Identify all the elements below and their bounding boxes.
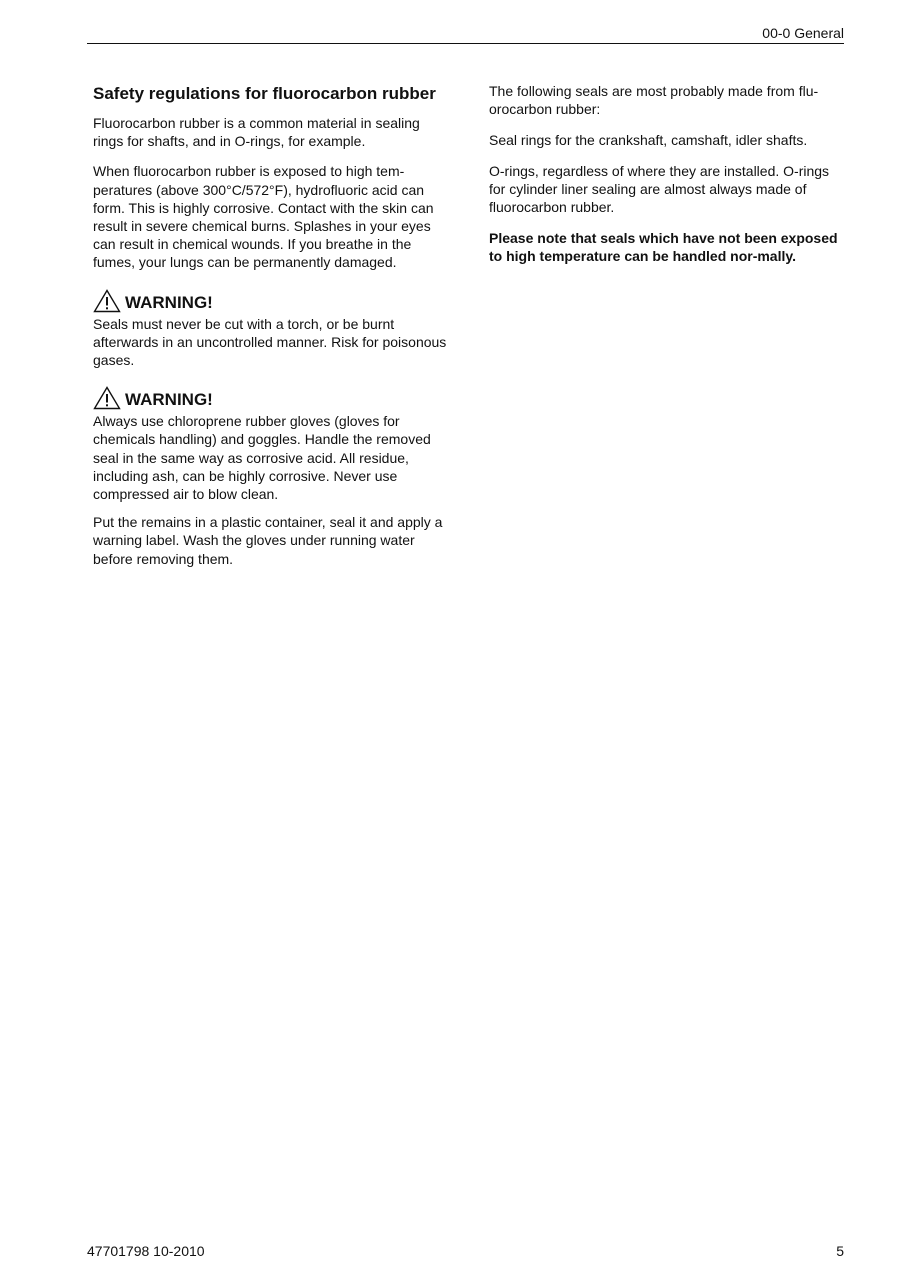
- warning-label: WARNING!: [125, 390, 213, 410]
- seal-list-intro: The following seals are most probably made from flu-orocarbon rubber:: [489, 83, 819, 118]
- right-column: [489, 82, 849, 278]
- warning-triangle-icon: [93, 289, 121, 313]
- hazard-paragraph: When fluorocarbon rubber is exposed to high tem-peratures (above 300°C/572°F), hydrofluoric acid can form. This is highly corrosive. Contact with the skin can result in severe chemical burns. Splashes in your eyes can result in chemical wounds. If you breathe in the fumes, your lungs can be permanently damaged.: [93, 163, 434, 271]
- footer-page-number: 5: [836, 1243, 844, 1259]
- warning-triangle-icon: [93, 386, 121, 410]
- warning-heading-2: [93, 386, 453, 410]
- warning-label: WARNING!: [125, 292, 213, 312]
- left-column: [93, 83, 453, 580]
- header-divider: [87, 43, 844, 44]
- warning-heading-1: [93, 289, 453, 313]
- seal-rings-paragraph: Seal rings for the crankshaft, camshaft, idler shafts.: [489, 131, 808, 148]
- warning-text-1: Seals must never be cut with a torch, or be burnt afterwards in an uncontrolled manner. Risk for poisonous gases.: [93, 315, 447, 369]
- disposal-paragraph: Put the remains in a plastic container, seal it and apply a warning label. Wash the gloves under running water before removing them.: [93, 514, 443, 567]
- header-section-title: 00-0 General: [762, 25, 844, 41]
- intro-paragraph: Fluorocarbon rubber is a common material in sealing rings for shafts, and in O-rings, for example.: [93, 114, 420, 149]
- o-rings-paragraph: O-rings, regardless of where they are installed. O-rings for cylinder liner sealing are almost always made of fluorocarbon rubber.: [489, 162, 830, 216]
- handling-note: Please note that seals which have not been exposed to high temperature can be handled nor-mally.: [489, 229, 838, 264]
- footer-doc-number: 47701798 10-2010: [87, 1243, 205, 1259]
- warning-text-2: Always use chloroprene rubber gloves (gloves for chemicals handling) and goggles. Handle the removed seal in the same way as corrosive acid. All residue, including ash, can be highly corrosive. Never use compressed air to blow clean.: [93, 413, 431, 503]
- section-title: Safety regulations for fluorocarbon rubber: [93, 84, 436, 103]
